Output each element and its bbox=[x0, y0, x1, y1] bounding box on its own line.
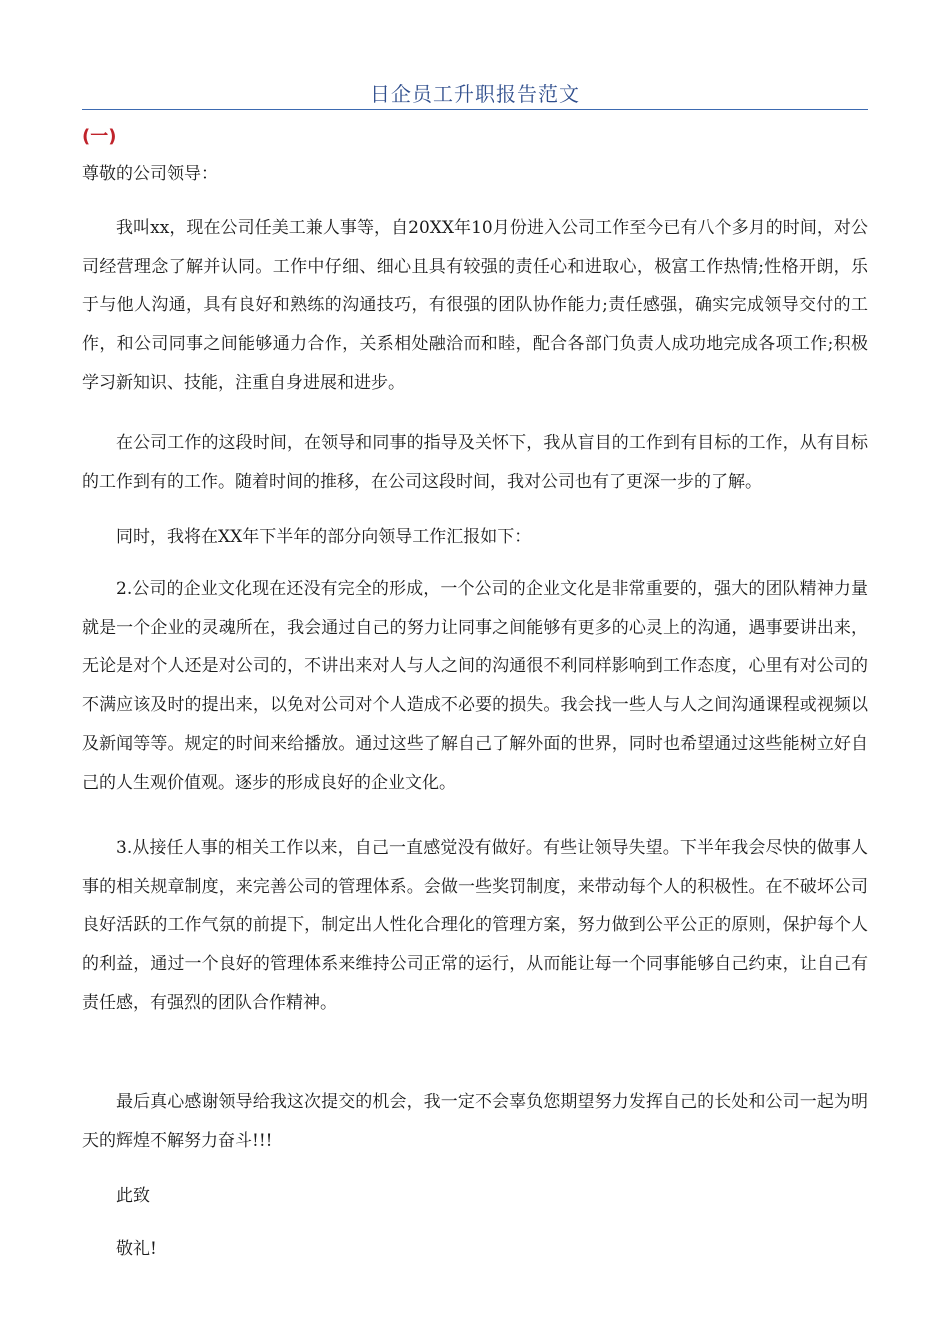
closing-line-2: 敬礼! bbox=[116, 1239, 157, 1259]
title-underline bbox=[82, 109, 868, 110]
paragraph-experience: 在公司工作的这段时间，在领导和同事的指导及关怀下，我从盲目的工作到有目标的工作，从有目标的工作到有的工作。随着时间的推移，在公司这段时间，我对公司也有了更深一步的了解。 bbox=[82, 433, 868, 492]
paragraph-item-2: 2.公司的企业文化现在还没有完全的形成，一个公司的企业文化是非常重要的，强大的团队精神力量就是一个企业的灵魂所在，我会通过自己的努力让同事之间能够有更多的心灵上的沟通，遇事要讲出来，无论是对个人还是对公司的，不讲出来对人与人之间的沟通很不利同样影响到工作态度，心里有对公司的不满应该及时的提出来，以免对公司对个人造成不必要的损失。我会找一些人与人之间沟通课程或视频以及新闻等等。规定的时间来给播放。通过这些了解自己了解外面的世界，同时也希望通过这些能树立好自己的人生观价值观。逐步的形成良好的企业文化。 bbox=[82, 579, 868, 793]
section-marker: (一) bbox=[82, 126, 117, 147]
paragraph-intro: 我叫xx，现在公司任美工兼人事等，自20XX年10月份进入公司工作至今已有八个多月的时间，对公司经营理念了解并认同。工作中仔细、细心且具有较强的责任心和进取心，极富工作热情;性格开朗，乐于与他人沟通，具有良好和熟练的沟通技巧，有很强的团队协作能力;责任感强，确实完成领导交付的工作，和公司同事之间能够通力合作，关系相处融洽而和睦，配合各部门负责人成功地完成各项工作;积极学习新知识、技能，注重自身进展和进步。 bbox=[82, 218, 868, 393]
paragraph-report-intro: 同时，我将在XX年下半年的部分向领导工作汇报如下： bbox=[116, 527, 532, 547]
document-title: 日企员工升职报告范文 bbox=[370, 82, 580, 106]
salutation: 尊敬的公司领导： bbox=[82, 164, 218, 184]
paragraph-item-3: 3.从接任人事的相关工作以来，自己一直感觉没有做好。有些让领导失望。下半年我会尽快的做事人事的相关规章制度，来完善公司的管理体系。会做一些奖罚制度，来带动每个人的积极性。在不破坏公司良好活跃的工作气氛的前提下，制定出人性化合理化的管理方案，努力做到公平公正的原则，保护每个人的利益，通过一个良好的管理体系来维持公司正常的运行，从而能让每一个同事能够自己约束，让自己有责任感，有强烈的团队合作精神。 bbox=[82, 838, 868, 1013]
closing-line-1: 此致 bbox=[116, 1186, 150, 1206]
paragraph-thanks: 最后真心感谢领导给我这次提交的机会，我一定不会辜负您期望努力发挥自己的长处和公司一起为明天的辉煌不解努力奋斗!!! bbox=[82, 1092, 868, 1151]
